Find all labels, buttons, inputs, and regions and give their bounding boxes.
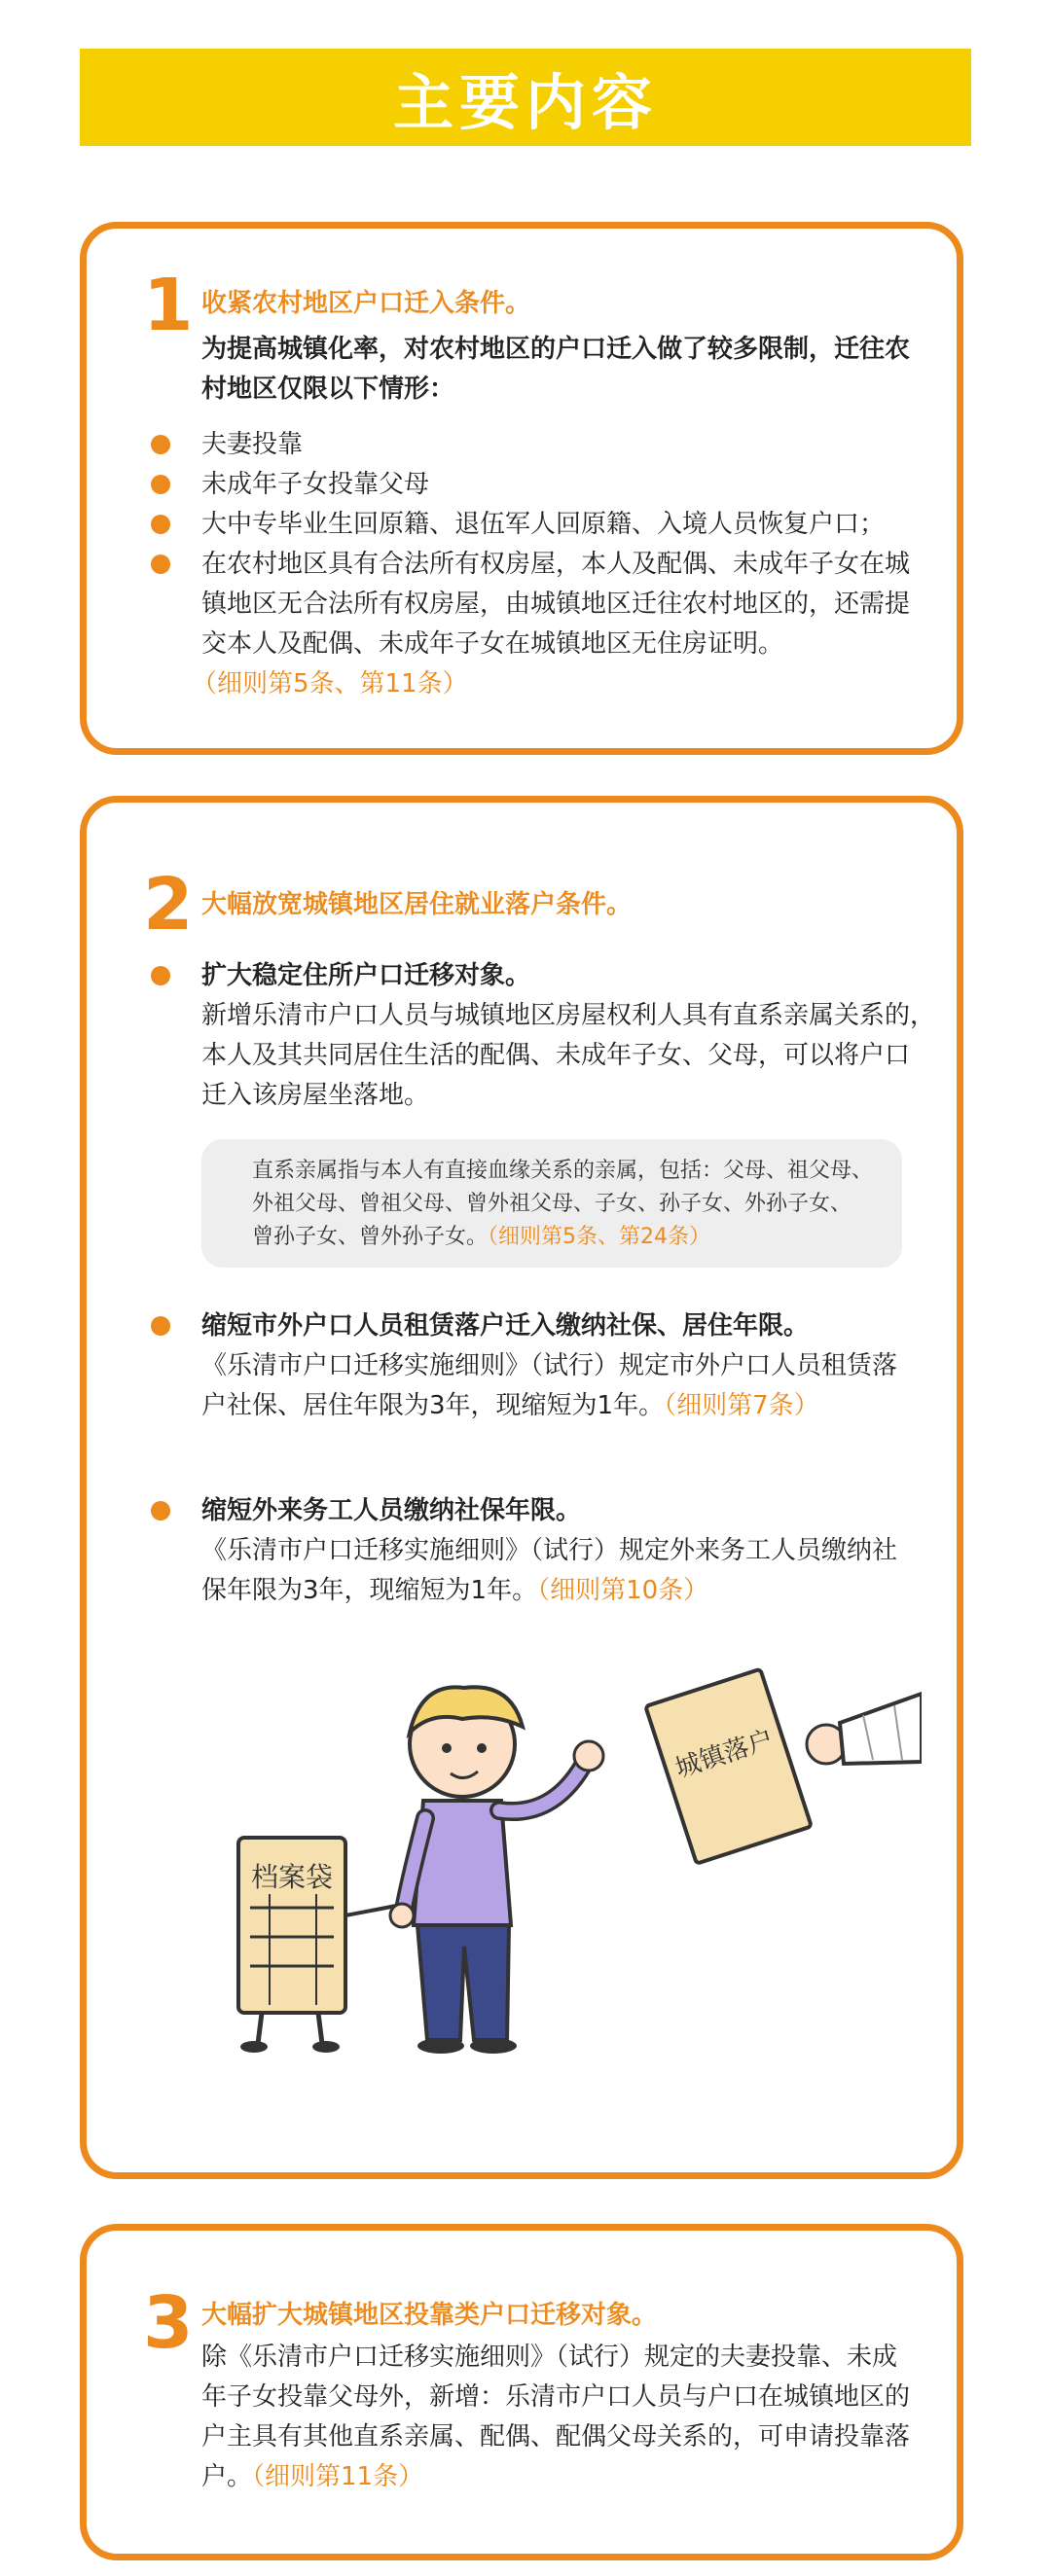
- section-heading: 收紧农村地区户口迁入条件。: [201, 289, 531, 318]
- item-title: 缩短外来务工人员缴纳社保年限。: [201, 1496, 582, 1525]
- bullet-dot: [151, 475, 170, 494]
- bullet-dot: [151, 1316, 170, 1336]
- section-number: 1: [143, 264, 194, 347]
- intro-line: 为提高城镇化率，对农村地区的户口迁入做了较多限制，迁往农: [201, 335, 911, 364]
- header-banner: [80, 49, 971, 146]
- item-text-body: 户社保、居住年限为3年，现缩短为1年。: [201, 1391, 665, 1420]
- regulation-reference: （细则第7条）: [664, 1391, 819, 1420]
- illustration: [201, 1655, 922, 2063]
- bullet-dot: [151, 515, 170, 534]
- regulation-reference: （细则第5条、第11条）: [192, 669, 468, 698]
- item-text-body: 户。: [201, 2462, 253, 2491]
- archive-bag-figure: [238, 1838, 396, 2053]
- item-title: 扩大稳定住所户口迁移对象。: [201, 961, 531, 990]
- item-text: [201, 1571, 708, 1611]
- section-heading: 大幅扩大城镇地区投靠类户口迁移对象。: [201, 2301, 658, 2330]
- list-item: 夫妻投靠: [201, 430, 304, 459]
- archive-bag-label: 档案袋: [250, 1861, 334, 1893]
- list-item: 未成年子女投靠父母: [201, 470, 430, 499]
- section-number: 3: [143, 2281, 194, 2365]
- note-line: [252, 1221, 879, 1254]
- item-title: 缩短市外户口人员租赁落户迁入缴纳社保、居住年限。: [201, 1311, 810, 1341]
- city-settlement-label: 城镇落户: [671, 1725, 778, 1784]
- bullet-dot: [151, 435, 170, 454]
- item-text: [201, 2457, 423, 2497]
- item-text: 《乐清市户口迁移实施细则》（试行）规定外来务工人员缴纳社: [201, 1536, 898, 1565]
- note-line: 直系亲属指与本人有直接血缘关系的亲属，包括：父母、祖父母、: [252, 1159, 874, 1183]
- item-text: 除《乐清市户口迁移实施细则》（试行）规定的夫妻投靠、未成: [201, 2343, 898, 2372]
- bullet-dot: [151, 1501, 170, 1521]
- bullet-dot: [151, 555, 170, 574]
- bullet-dot: [151, 966, 170, 985]
- note-text: 曾孙子女、曾外孙子女。: [252, 1225, 489, 1249]
- item-text-body: 保年限为3年，现缩短为1年。: [201, 1576, 538, 1605]
- note-box: [201, 1139, 902, 1268]
- section-number: 2: [143, 863, 194, 947]
- section-2-card: [80, 796, 963, 2179]
- regulation-reference: （细则第10条）: [537, 1576, 709, 1605]
- hand-with-sign: [645, 1669, 922, 1864]
- section-1-card: [80, 222, 963, 755]
- list-item: 在农村地区具有合法所有权房屋，本人及配偶、未成年子女在城: [201, 550, 911, 579]
- section-3-card: [80, 2224, 963, 2560]
- note-line: 外祖父母、曾祖父母、曾外祖父母、子女、孙子女、外孙子女、: [252, 1192, 852, 1216]
- regulation-reference: （细则第5条、第24条）: [488, 1225, 711, 1249]
- item-text: 《乐清市户口迁移实施细则》（试行）规定市外户口人员租赁落: [201, 1351, 898, 1380]
- banner-title: 主要内容: [392, 66, 658, 138]
- item-text: 新增乐清市户口人员与城镇地区房屋权利人具有直系亲属关系的，: [201, 1001, 936, 1030]
- list-item: 交本人及配偶、未成年子女在城镇地区无住房证明。: [201, 629, 784, 659]
- item-text: 年子女投靠父母外，新增：乐清市户口人员与户口在城镇地区的: [201, 2382, 911, 2412]
- item-text: [201, 1386, 819, 1426]
- item-text: 本人及其共同居住生活的配偶、未成年子女、父母，可以将户口: [201, 1041, 911, 1070]
- boy-figure: [390, 1687, 603, 2054]
- list-item: 镇地区无合法所有权房屋，由城镇地区迁往农村地区的，还需提: [201, 590, 911, 619]
- item-text: 迁入该房屋坐落地。: [201, 1081, 430, 1110]
- item-text: 户主具有其他直系亲属、配偶、配偶父母关系的，可申请投靠落: [201, 2422, 911, 2451]
- regulation-reference: （细则第11条）: [252, 2462, 424, 2491]
- intro-line: 村地区仅限以下情形：: [201, 375, 455, 404]
- section-heading: 大幅放宽城镇地区居住就业落户条件。: [201, 890, 633, 919]
- list-item: 大中专毕业生回原籍、退伍军人回原籍、入境人员恢复户口；: [201, 510, 886, 539]
